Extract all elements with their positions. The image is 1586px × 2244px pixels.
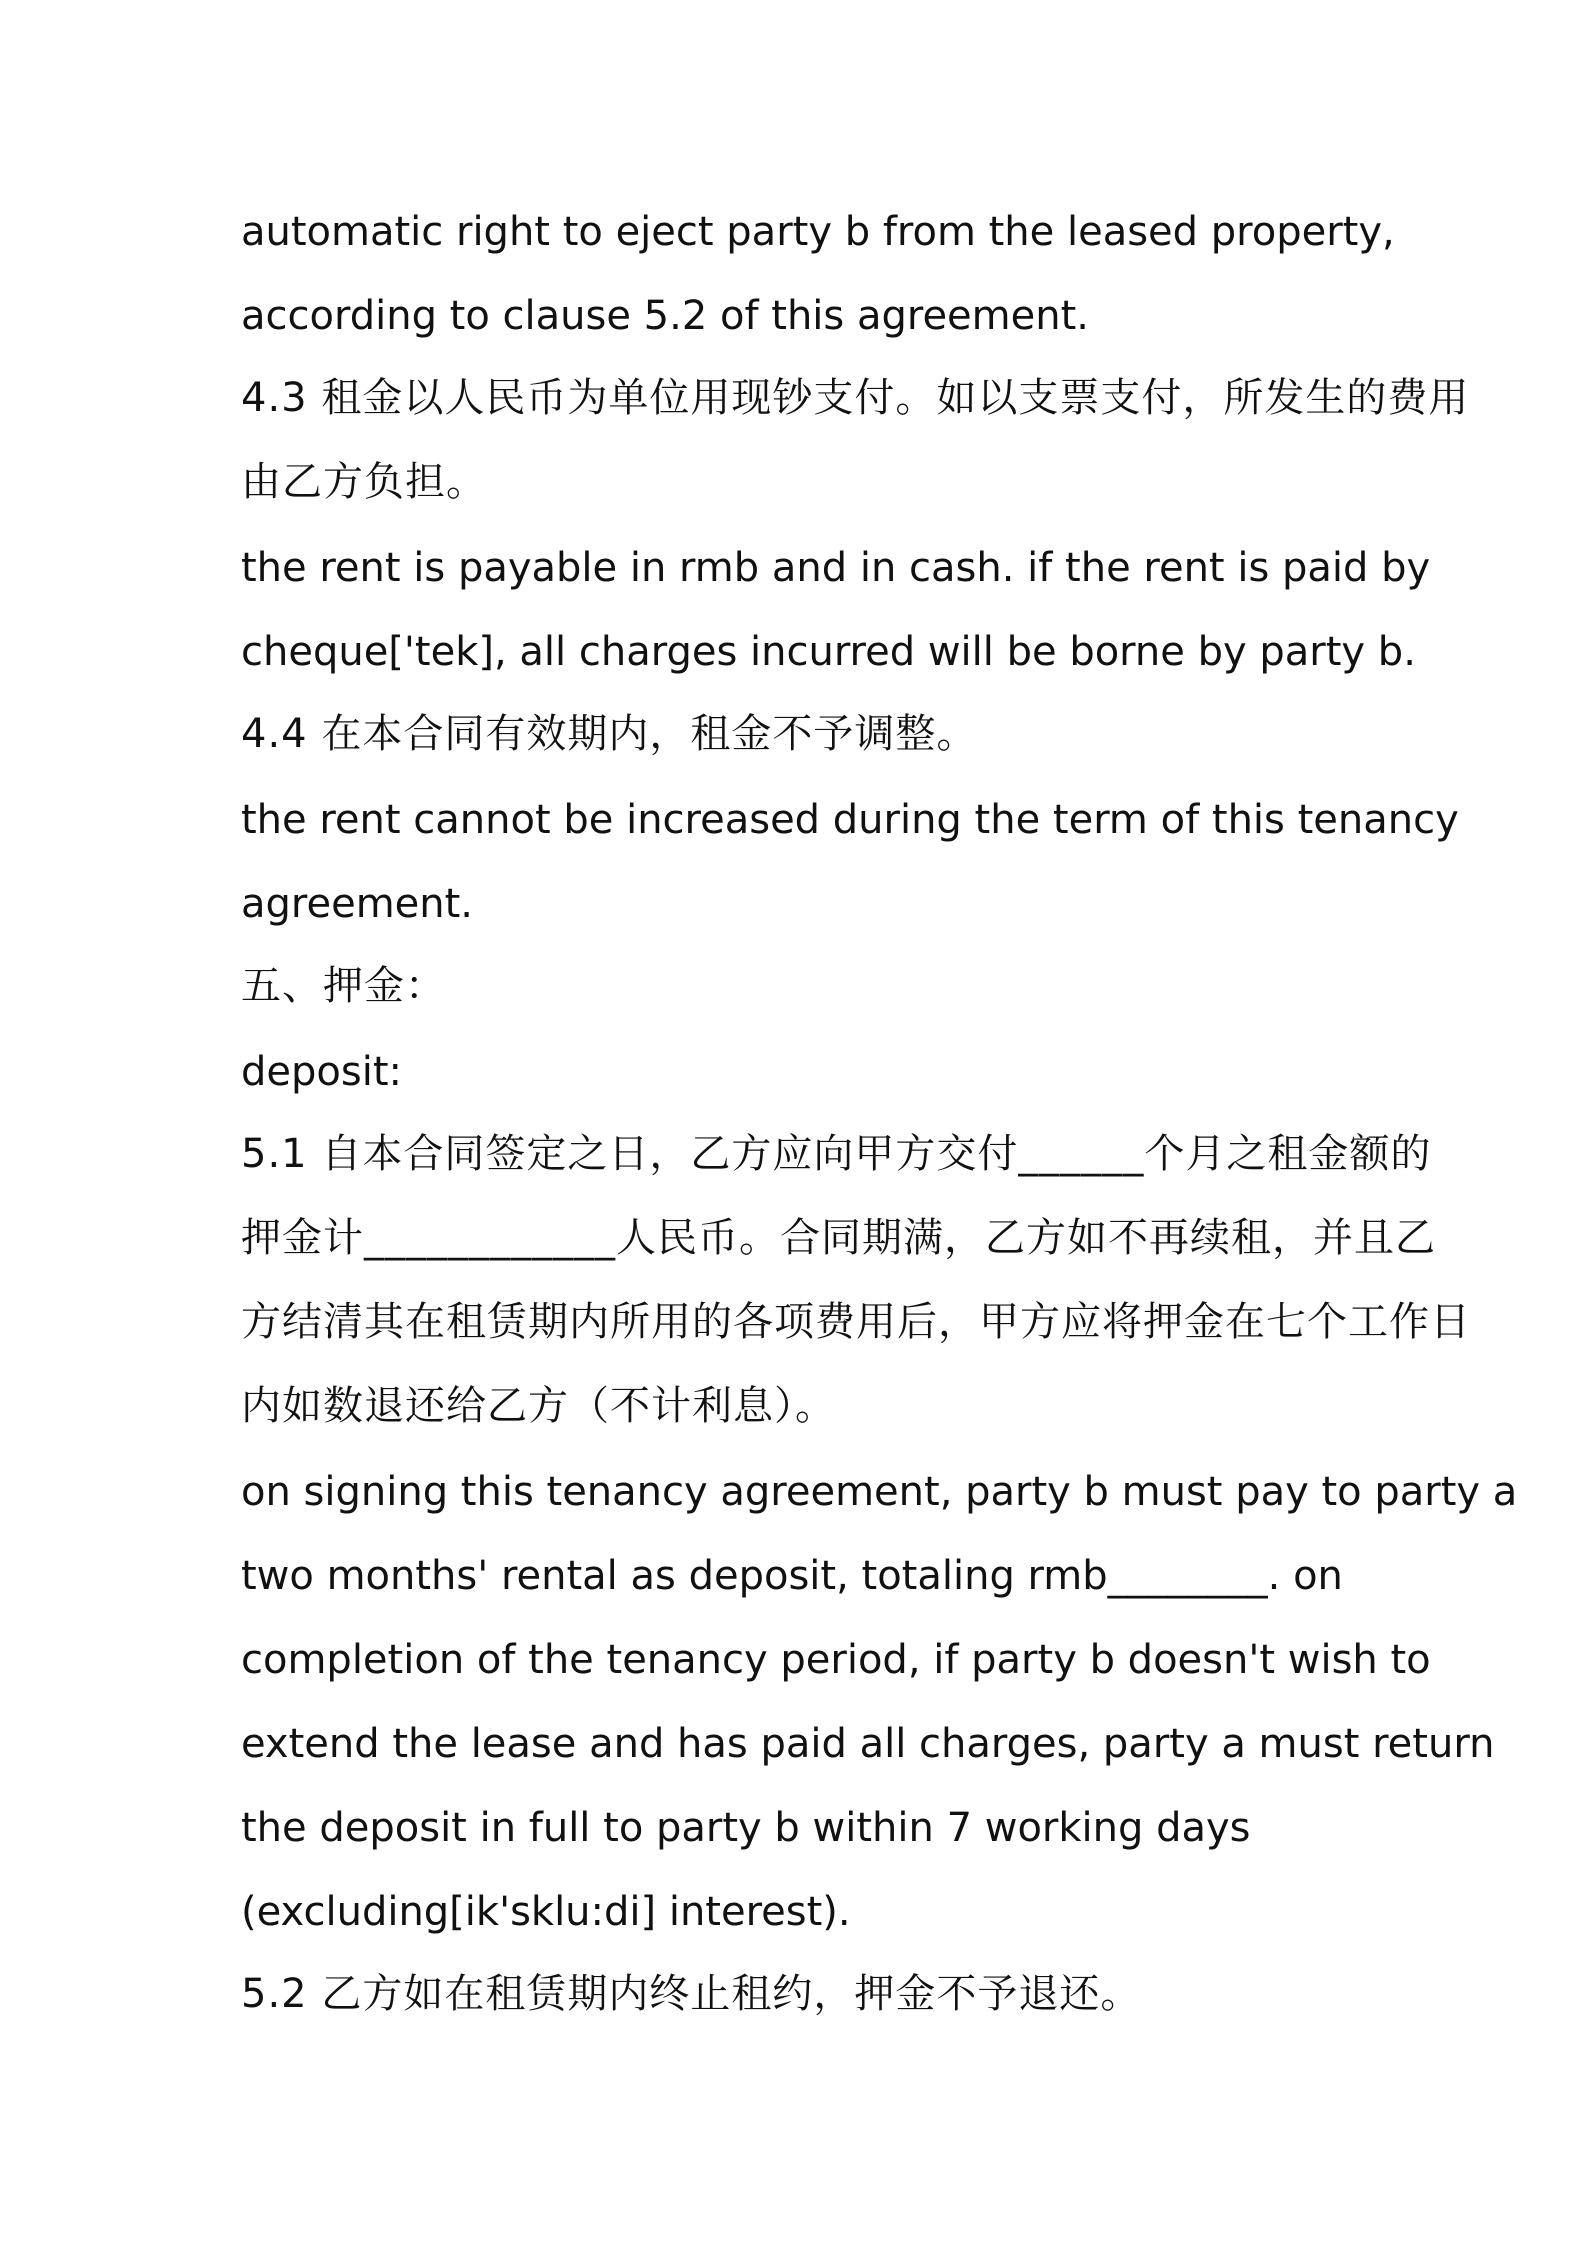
text-line: 方结清其在租赁期内所用的各项费用后，甲方应将押金在七个工作日: [241, 1299, 1471, 1345]
section-5-heading-cn: 五、押金：: [241, 963, 446, 1009]
text-line: completion of the tenancy period, if party b doesn't wish to: [241, 1637, 1431, 1683]
text-line: extend the lease and has paid all charges, party a must return: [241, 1721, 1495, 1767]
clause-4-3-en: the rent is payable in rmb and in cash. if the rent is paid by: [241, 545, 1431, 591]
text-line: two months' rental as deposit, totaling rmb________. on: [241, 1553, 1343, 1599]
clause-5-1-en: on signing this tenancy agreement, party b must pay to party a: [241, 1469, 1518, 1515]
clause-4-3-cn: 4.3 租金以人民币为单位用现钞支付。如以支票支付，所发生的费用: [241, 375, 1470, 421]
clause-4-4-en: the rent cannot be increased during the term of this tenancy: [241, 797, 1459, 843]
text-line: automatic right to eject party b from the leased property,: [241, 209, 1395, 255]
text-line: 内如数退还给乙方（不计利息）。: [241, 1383, 836, 1429]
clause-4-4-cn: 4.4 在本合同有效期内，租金不予调整。: [241, 711, 978, 757]
clause-5-1-cn: 5.1 自本合同签定之日，乙方应向甲方交付______个月之租金额的: [241, 1131, 1432, 1177]
text-line: the deposit in full to party b within 7 working days: [241, 1805, 1251, 1851]
text-line: agreement.: [241, 881, 474, 927]
text-line: 由乙方负担。: [241, 459, 487, 505]
text-line: cheque['tek], all charges incurred will be borne by party b.: [241, 629, 1416, 675]
clause-5-2-cn: 5.2 乙方如在租赁期内终止租约，押金不予退还。: [241, 1971, 1142, 2017]
text-line: (excluding[ik'sklu:di] interest).: [241, 1889, 851, 1935]
text-line: 押金计____________人民币。合同期满，乙方如不再续租，并且乙: [241, 1215, 1436, 1261]
section-5-heading-en: deposit:: [241, 1049, 402, 1095]
text-line: according to clause 5.2 of this agreement.: [241, 293, 1089, 339]
